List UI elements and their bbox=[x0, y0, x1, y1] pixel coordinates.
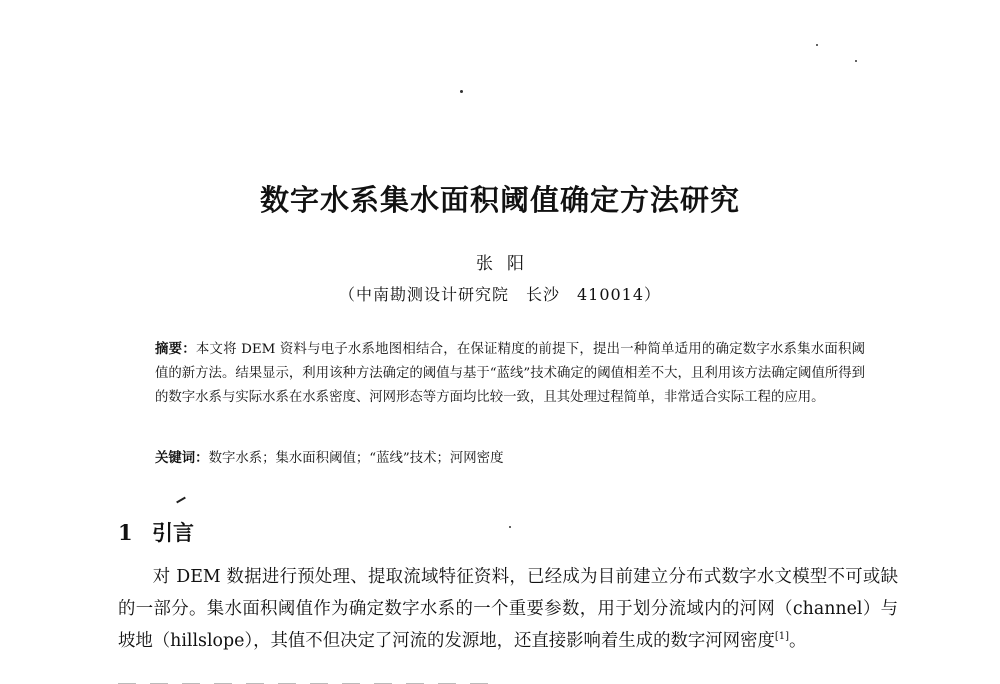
citation-ref[interactable]: [1] bbox=[774, 631, 790, 642]
abstract-text: 本文将 DEM 资料与电子水系地图相结合，在保证精度的前提下，提出一种简单适用的确定数字水系集水面积阈值的新方法。结果显示，利用该种方法确定的阈值与基于“蓝线”技术确定的阈值相差不大，且利用该方法确定阈值所得到的数字水系与实际水系在水系密度、河网形态等方面均比较一致，且其处理过程简单，非常适合实际工程的应用。 bbox=[155, 342, 866, 405]
paper-author: 张阳 bbox=[476, 254, 538, 274]
scan-speck bbox=[509, 526, 511, 528]
intro-paragraph-end: 。 bbox=[789, 631, 807, 651]
keywords bbox=[155, 447, 865, 471]
scan-mark bbox=[176, 497, 186, 504]
section-title: 引言 bbox=[152, 520, 194, 545]
paper-affiliation: （中南勘测设计研究院 长沙 410014） bbox=[338, 285, 662, 304]
section-heading bbox=[118, 517, 194, 547]
keywords-text: 数字水系；集水面积阈值；“蓝线”技术；河网密度 bbox=[208, 451, 504, 466]
intro-paragraph bbox=[118, 561, 898, 657]
scan-speck bbox=[816, 44, 818, 46]
cutoff-next-line bbox=[118, 676, 898, 684]
paper-title: 数字水系集水面积阈值确定方法研究 bbox=[259, 183, 740, 217]
abstract-label: 摘要： bbox=[155, 342, 196, 357]
scan-speck bbox=[855, 60, 857, 62]
keywords-label: 关键词： bbox=[155, 451, 209, 466]
scan-speck bbox=[460, 90, 463, 93]
intro-paragraph-text: 对 DEM 数据进行预处理、提取流域特征资料，已经成为目前建立分布式数字水文模型不可或缺的一部分。集水面积阈值作为确定数字水系的一个重要参数，用于划分流域内的河网（channel）与坡地（hillslope），其值不但决定了河流的发源地，还直接影响着生成的数字河网密度 bbox=[118, 567, 898, 651]
abstract bbox=[155, 338, 865, 410]
section-number: 1 bbox=[118, 520, 133, 545]
